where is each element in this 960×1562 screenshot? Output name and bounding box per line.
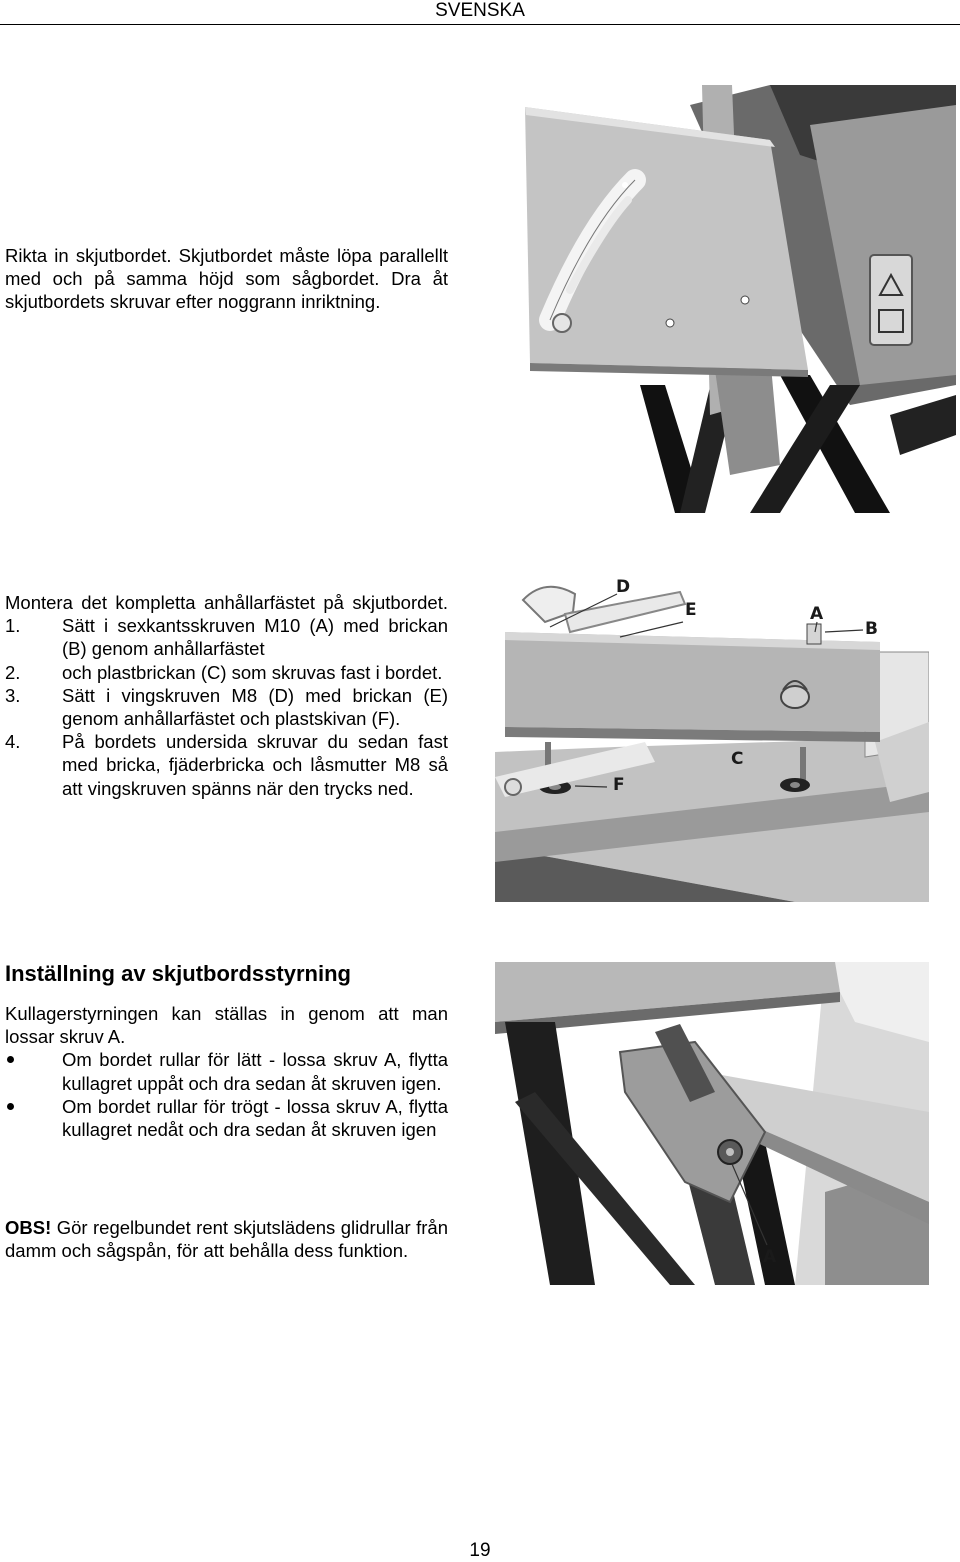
step-number: 4. xyxy=(5,731,21,753)
align-paragraph: Rikta in skjutbordet. Skjutbordet måste löpa parallellt med och på samma höjd som sågbordet. Dra åt skjutbordets skruvar efter noggrann inriktning. xyxy=(5,245,448,313)
bullet-icon xyxy=(7,1056,14,1063)
section-fence-mount-text xyxy=(5,591,448,800)
label-b: B xyxy=(865,619,878,639)
note-label: OBS! xyxy=(5,1217,52,1238)
step-text: Sätt i vingskruven M8 (D) med brickan (E) genom anhållarfästet och plastskivan (F). xyxy=(62,684,448,730)
note-block xyxy=(5,1216,448,1262)
step-number: 1. xyxy=(5,615,21,637)
label-f: F xyxy=(613,775,625,795)
photo-sliding-table xyxy=(470,85,956,513)
bullet-text: Om bordet rullar för trögt - lossa skruv A, flytta kullagret nedåt och dra sedan åt skruven igen xyxy=(62,1095,448,1141)
label-e: E xyxy=(685,600,697,620)
section-guide-adjust-text xyxy=(5,1002,448,1141)
list-item xyxy=(5,684,448,730)
label-c: C xyxy=(731,749,744,769)
list-item xyxy=(5,661,448,684)
photo-fence-bracket xyxy=(495,572,929,902)
fence-mount-steps xyxy=(5,614,448,800)
list-item xyxy=(5,1095,448,1141)
list-item xyxy=(5,614,448,660)
bullet-icon xyxy=(7,1103,14,1110)
step-text: Sätt i sexkantsskruven M10 (A) med brickan (B) genom anhållarfästet xyxy=(62,615,448,660)
step-number: 3. xyxy=(5,684,21,706)
fence-mount-intro: Montera det kompletta anhållarfästet på skjutbordet. xyxy=(5,592,448,613)
guide-adjust-bullets xyxy=(5,1048,448,1141)
step-text: och plastbrickan (C) som skruvas fast i bordet. xyxy=(62,661,443,683)
bullet-text: Om bordet rullar för lätt - lossa skruv A, flytta kullagret uppåt och dra sedan åt skruven igen. xyxy=(62,1049,448,1094)
list-item xyxy=(5,730,448,800)
list-item xyxy=(5,1048,448,1094)
step-text: På bordets undersida skruvar du sedan fast med bricka, fjäderbricka och låsmutter M8 så att vingskruven spänns när den trycks ned. xyxy=(62,731,448,799)
note-text: Gör regelbundet rent skjutslädens glidrullar från damm och sågspån, för att behålla dess funktion. xyxy=(5,1217,448,1262)
header-language: SVENSKA xyxy=(435,0,525,21)
section-align-text xyxy=(5,244,448,314)
guide-adjust-heading: Inställning av skjutbordsstyrning xyxy=(5,961,351,986)
page-number: 19 xyxy=(469,1540,491,1561)
photo-bearing-guide xyxy=(495,962,929,1285)
step-number: 2. xyxy=(5,661,21,683)
guide-adjust-intro: Kullagerstyrningen kan ställas in genom att man lossar skruv A. xyxy=(5,1003,448,1048)
label-d: D xyxy=(616,577,631,597)
label-a: A xyxy=(763,1247,777,1267)
label-a: A xyxy=(810,604,824,624)
page-header xyxy=(0,0,960,25)
